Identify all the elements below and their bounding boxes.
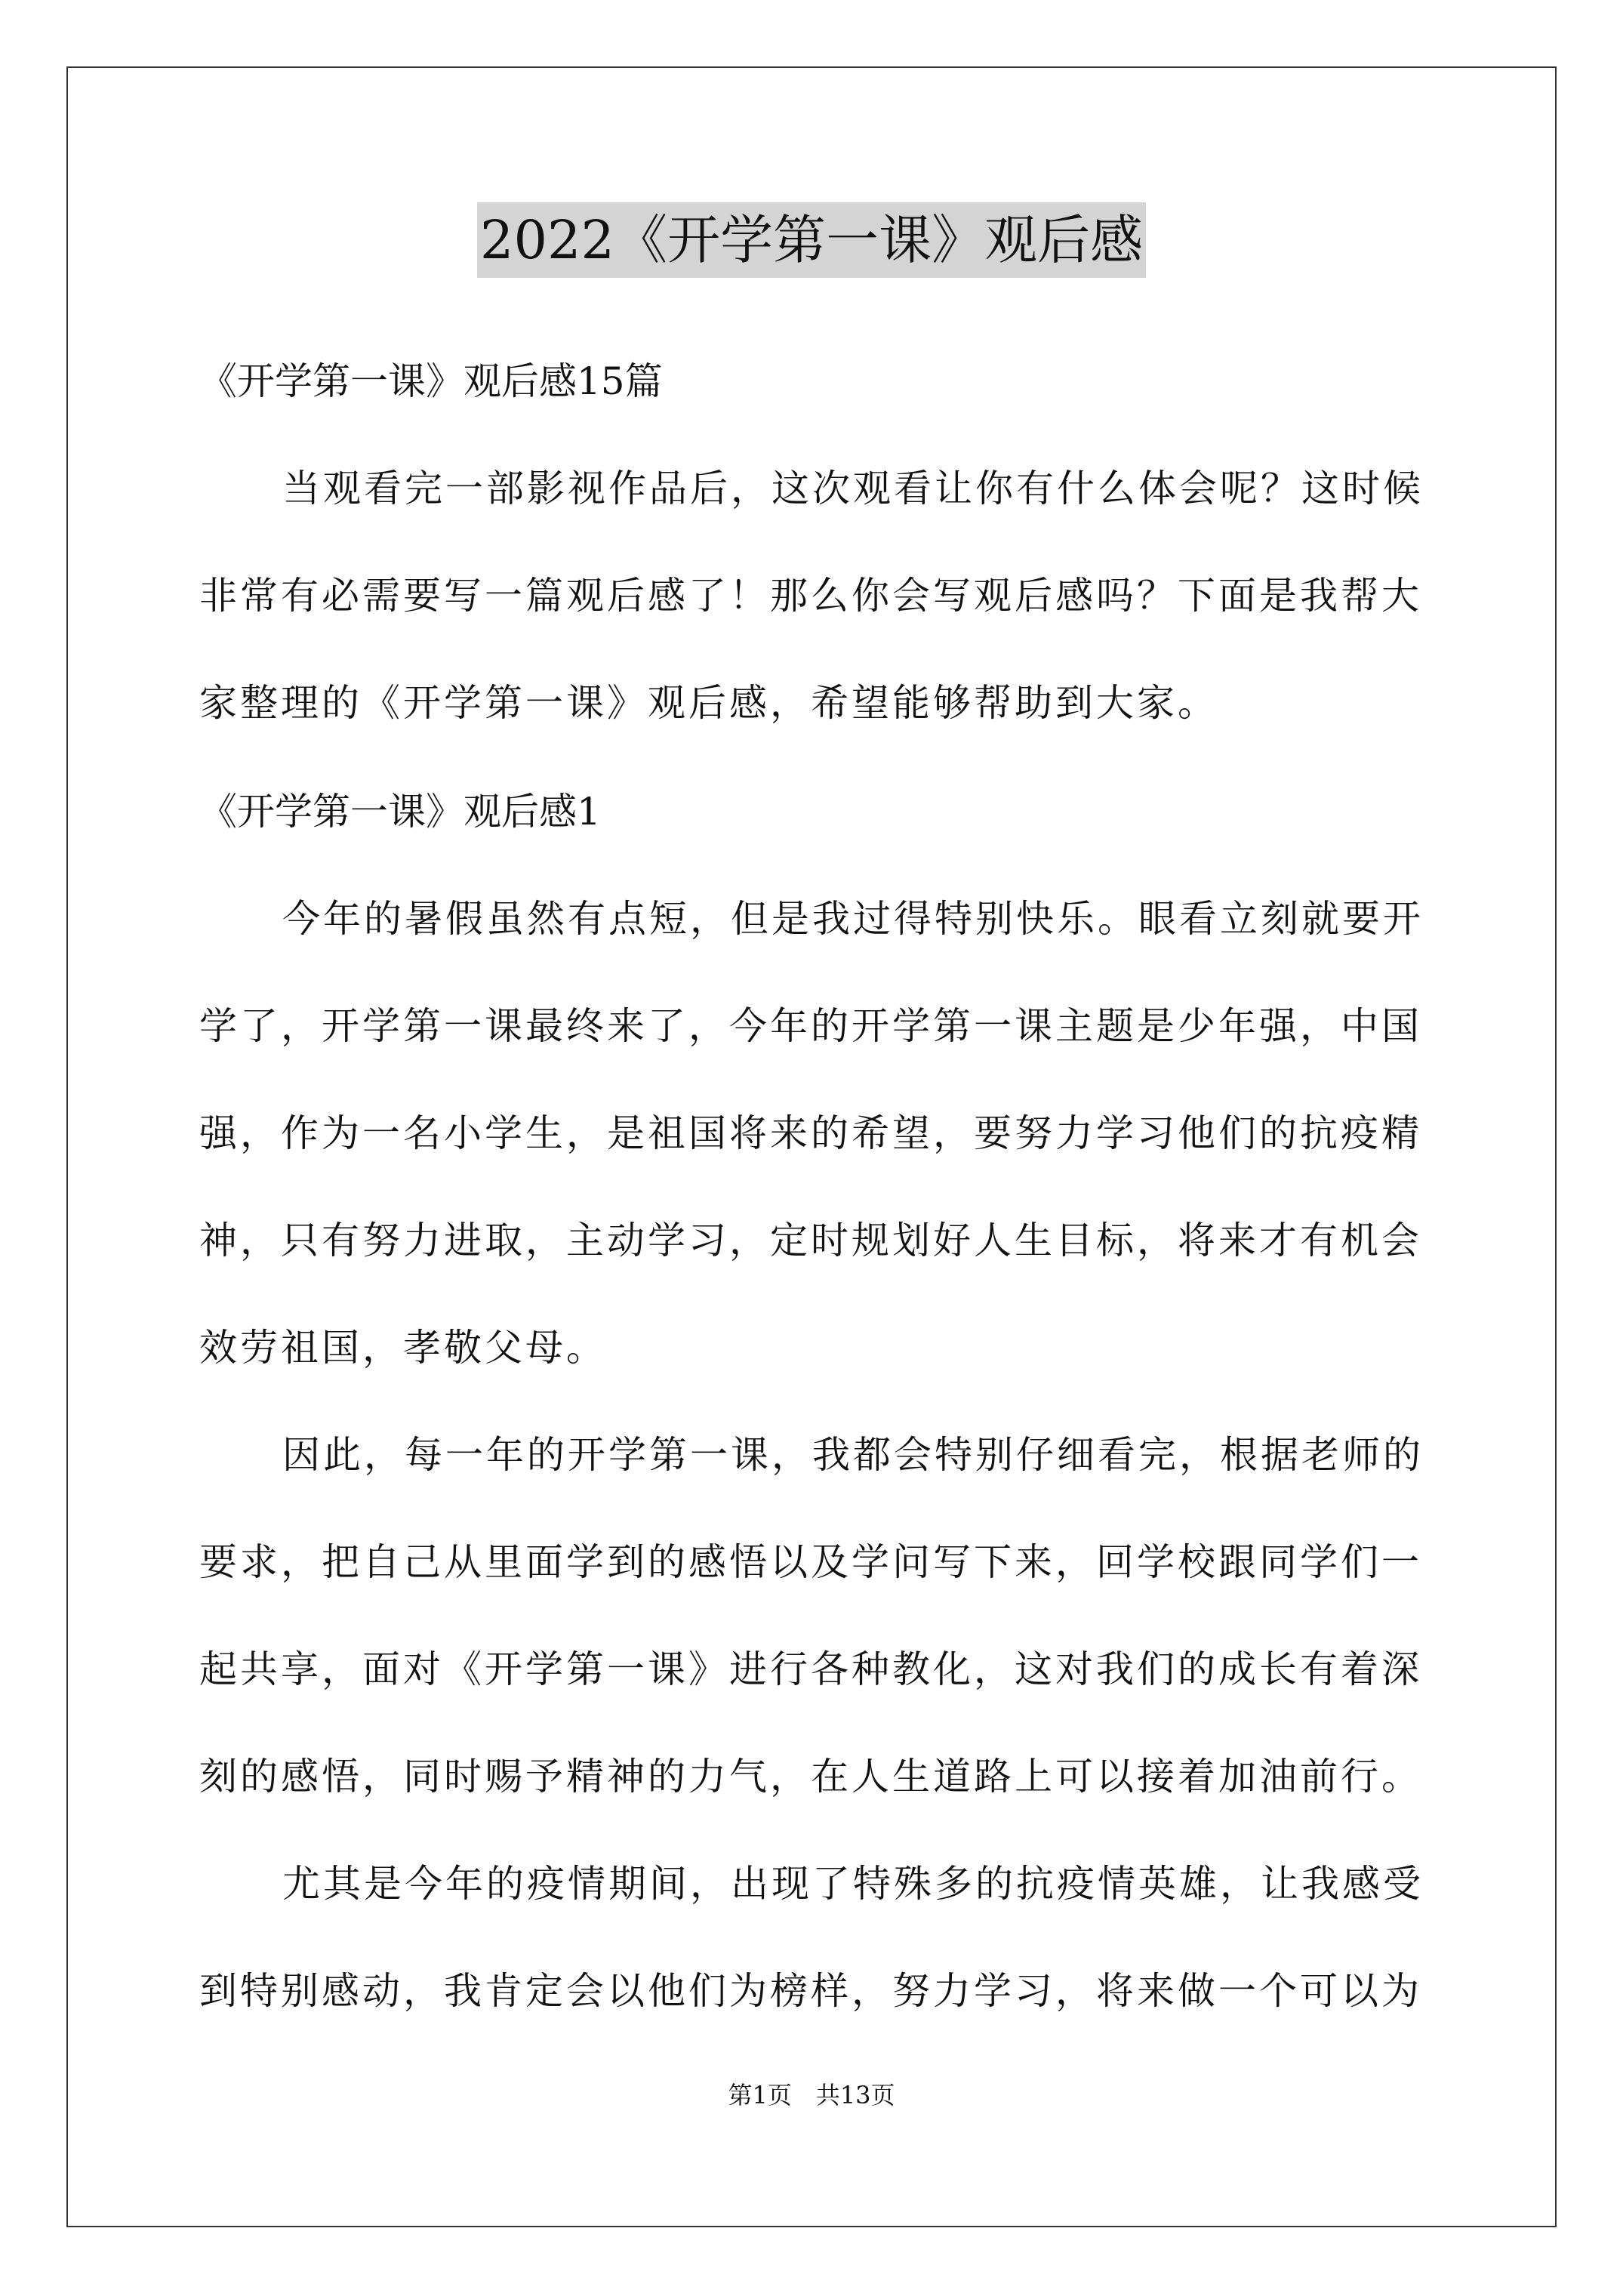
paragraph-line: 要求，把自己从里面学到的感悟以及学问写下来，回学校跟同学们一 [199, 1540, 1422, 1584]
paragraph-line: 因此，每一年的开学第一课，我都会特别仔细看完，根据老师的 [282, 1433, 1424, 1477]
paragraph-line: 到特别感动，我肯定会以他们为榜样，努力学习，将来做一个可以为 [199, 1969, 1422, 2013]
paragraph-line: 起共享，面对《开学第一课》进行各种教化，这对我们的成长有着深 [199, 1647, 1422, 1691]
section-heading: 《开学第一课》观后感1 [199, 790, 601, 834]
document-title: 2022《开学第一课》观后感 [477, 202, 1146, 278]
title-container [0, 202, 1623, 278]
page-total: 共13页 [815, 2081, 895, 2110]
paragraph-line: 效劳祖国，孝敬父母。 [199, 1326, 607, 1370]
paragraph-line: 学了，开学第一课最终来了，今年的开学第一课主题是少年强，中国 [199, 1004, 1422, 1048]
intro-line: 当观看完一部影视作品后，这次观看让你有什么体会呢？这时候 [282, 467, 1424, 510]
page-number: 第1页 [728, 2081, 792, 2110]
paragraph-line: 尤其是今年的疫情期间，出现了特殊多的抗疫情英雄，让我感受 [282, 1862, 1424, 1906]
paragraph-line: 刻的感悟，同时赐予精神的力气，在人生道路上可以接着加油前行。 [199, 1755, 1422, 1798]
paragraph-line: 今年的暑假虽然有点短，但是我过得特别快乐。眼看立刻就要开 [282, 897, 1424, 941]
paragraph-line: 强，作为一名小学生，是祖国将来的希望，要努力学习他们的抗疫精 [199, 1111, 1422, 1155]
intro-line: 家整理的《开学第一课》观后感，希望能够帮助到大家。 [199, 681, 1218, 725]
intro-line: 非常有必需要写一篇观后感了！那么你会写观后感吗？下面是我帮大 [199, 574, 1422, 618]
paragraph-line: 神，只有努力进取，主动学习，定时规划好人生目标，将来才有机会 [199, 1219, 1422, 1262]
document-subtitle: 《开学第一课》观后感15篇 [199, 359, 663, 403]
page-footer [0, 2076, 1623, 2114]
